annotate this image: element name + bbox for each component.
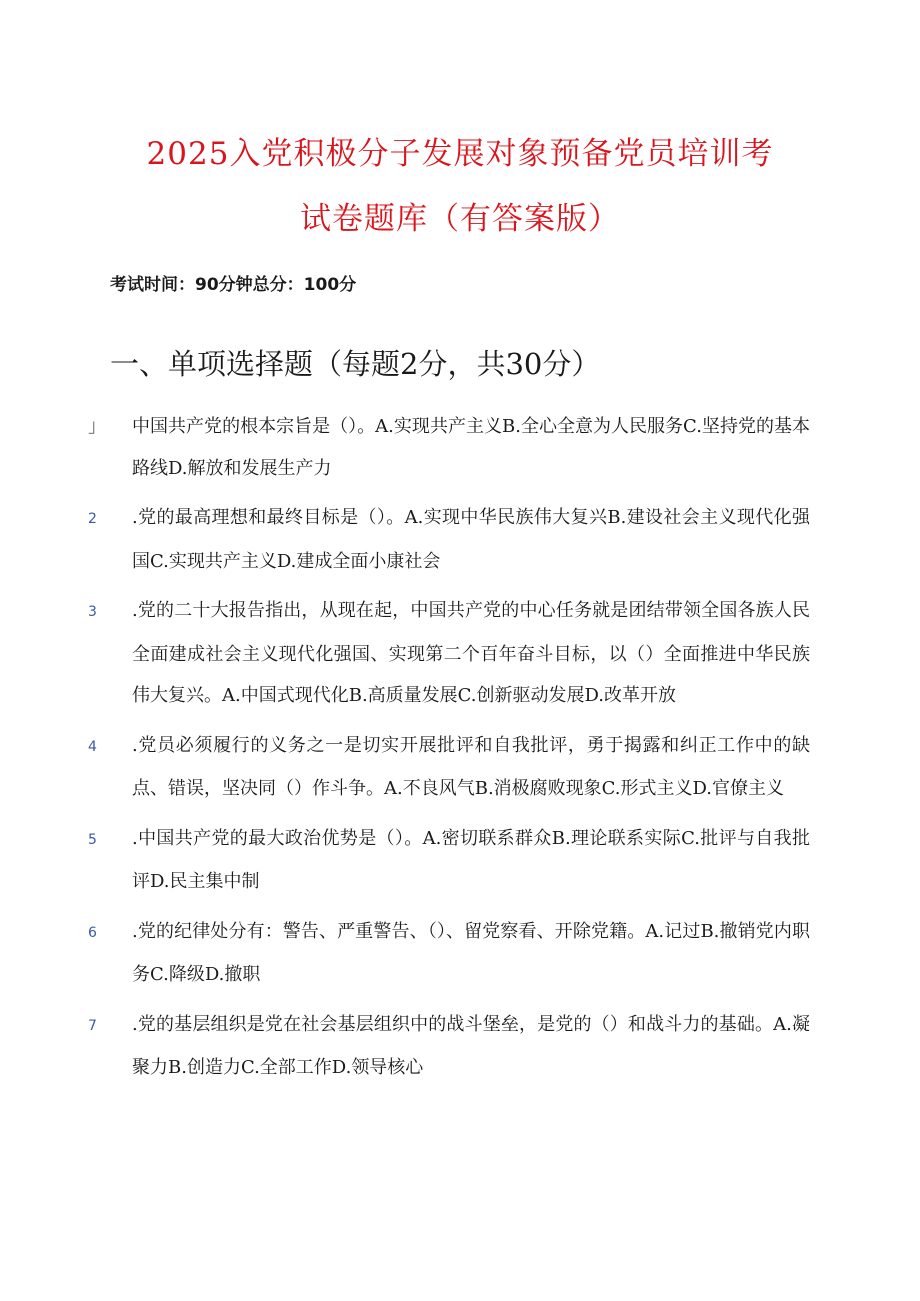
question-item — [88, 497, 810, 582]
question-number: 2 — [88, 511, 97, 527]
question-text: .党的最高理想和最终目标是（）。A.实现中华民族伟大复兴B.建设社会主义现代化强国C.实现共产主义D.建成全面小康社会 — [132, 507, 810, 572]
question-number: 7 — [88, 1017, 97, 1034]
question-text: .党的纪律处分有：警告、严重警告、（）、留党察看、开除党籍。A.记过B.撤销党内职务C.降级D.撤职 — [132, 920, 810, 985]
question-number: 」 — [88, 416, 106, 437]
question-item — [88, 911, 810, 996]
question-item — [88, 725, 810, 810]
section-heading: 一、单项选择题（每题2分，共30分） — [110, 347, 601, 381]
question-item — [88, 590, 810, 717]
question-item — [88, 1004, 810, 1089]
question-text: .党的基层组织是党在社会基层组织中的战斗堡垒，是党的（）和战斗力的基础。A.凝聚力B.创造力C.全部工作D.领导核心 — [132, 1013, 810, 1078]
question-item — [88, 406, 810, 489]
question-number: 4 — [88, 738, 97, 755]
question-number: 5 — [88, 831, 97, 848]
question-text: .党员必须履行的义务之一是切实开展批评和自我批评，勇于揭露和纠正工作中的缺点、错误，坚决同（）作斗争。A.不良风气B.消极腐败现象C.形式主义D.官僚主义 — [132, 734, 810, 799]
question-text: .中国共产党的最大政治优势是（）。A.密切联系群众B.理论联系实际C.批评与自我批评D.民主集中制 — [132, 827, 810, 892]
question-item — [88, 818, 810, 903]
question-text: .党的二十大报告指出，从现在起，中国共产党的中心任务就是团结带领全国各族人民全面建成社会主义现代化强国、实现第二个百年奋斗目标，以（）全面推进中华民族伟大复兴。A.中国式现代化B.高质量发展C.创新驱动发展D.改革开放 — [132, 600, 810, 706]
question-list — [88, 406, 810, 1097]
question-number: 3 — [88, 604, 97, 620]
question-text: 中国共产党的根本宗旨是（）。A.实现共产主义B.全心全意为人民服务C.坚持党的基本路线D.解放和发展生产力 — [132, 416, 810, 479]
document-title-line-2: 试卷题库（有答案版） — [300, 201, 620, 237]
document-title-line-1: 2025入党积极分子发展对象预备党员培训考 — [146, 136, 774, 172]
exam-info: 考试时间：90分钟总分：100分 — [110, 275, 357, 295]
question-number: 6 — [88, 924, 97, 941]
